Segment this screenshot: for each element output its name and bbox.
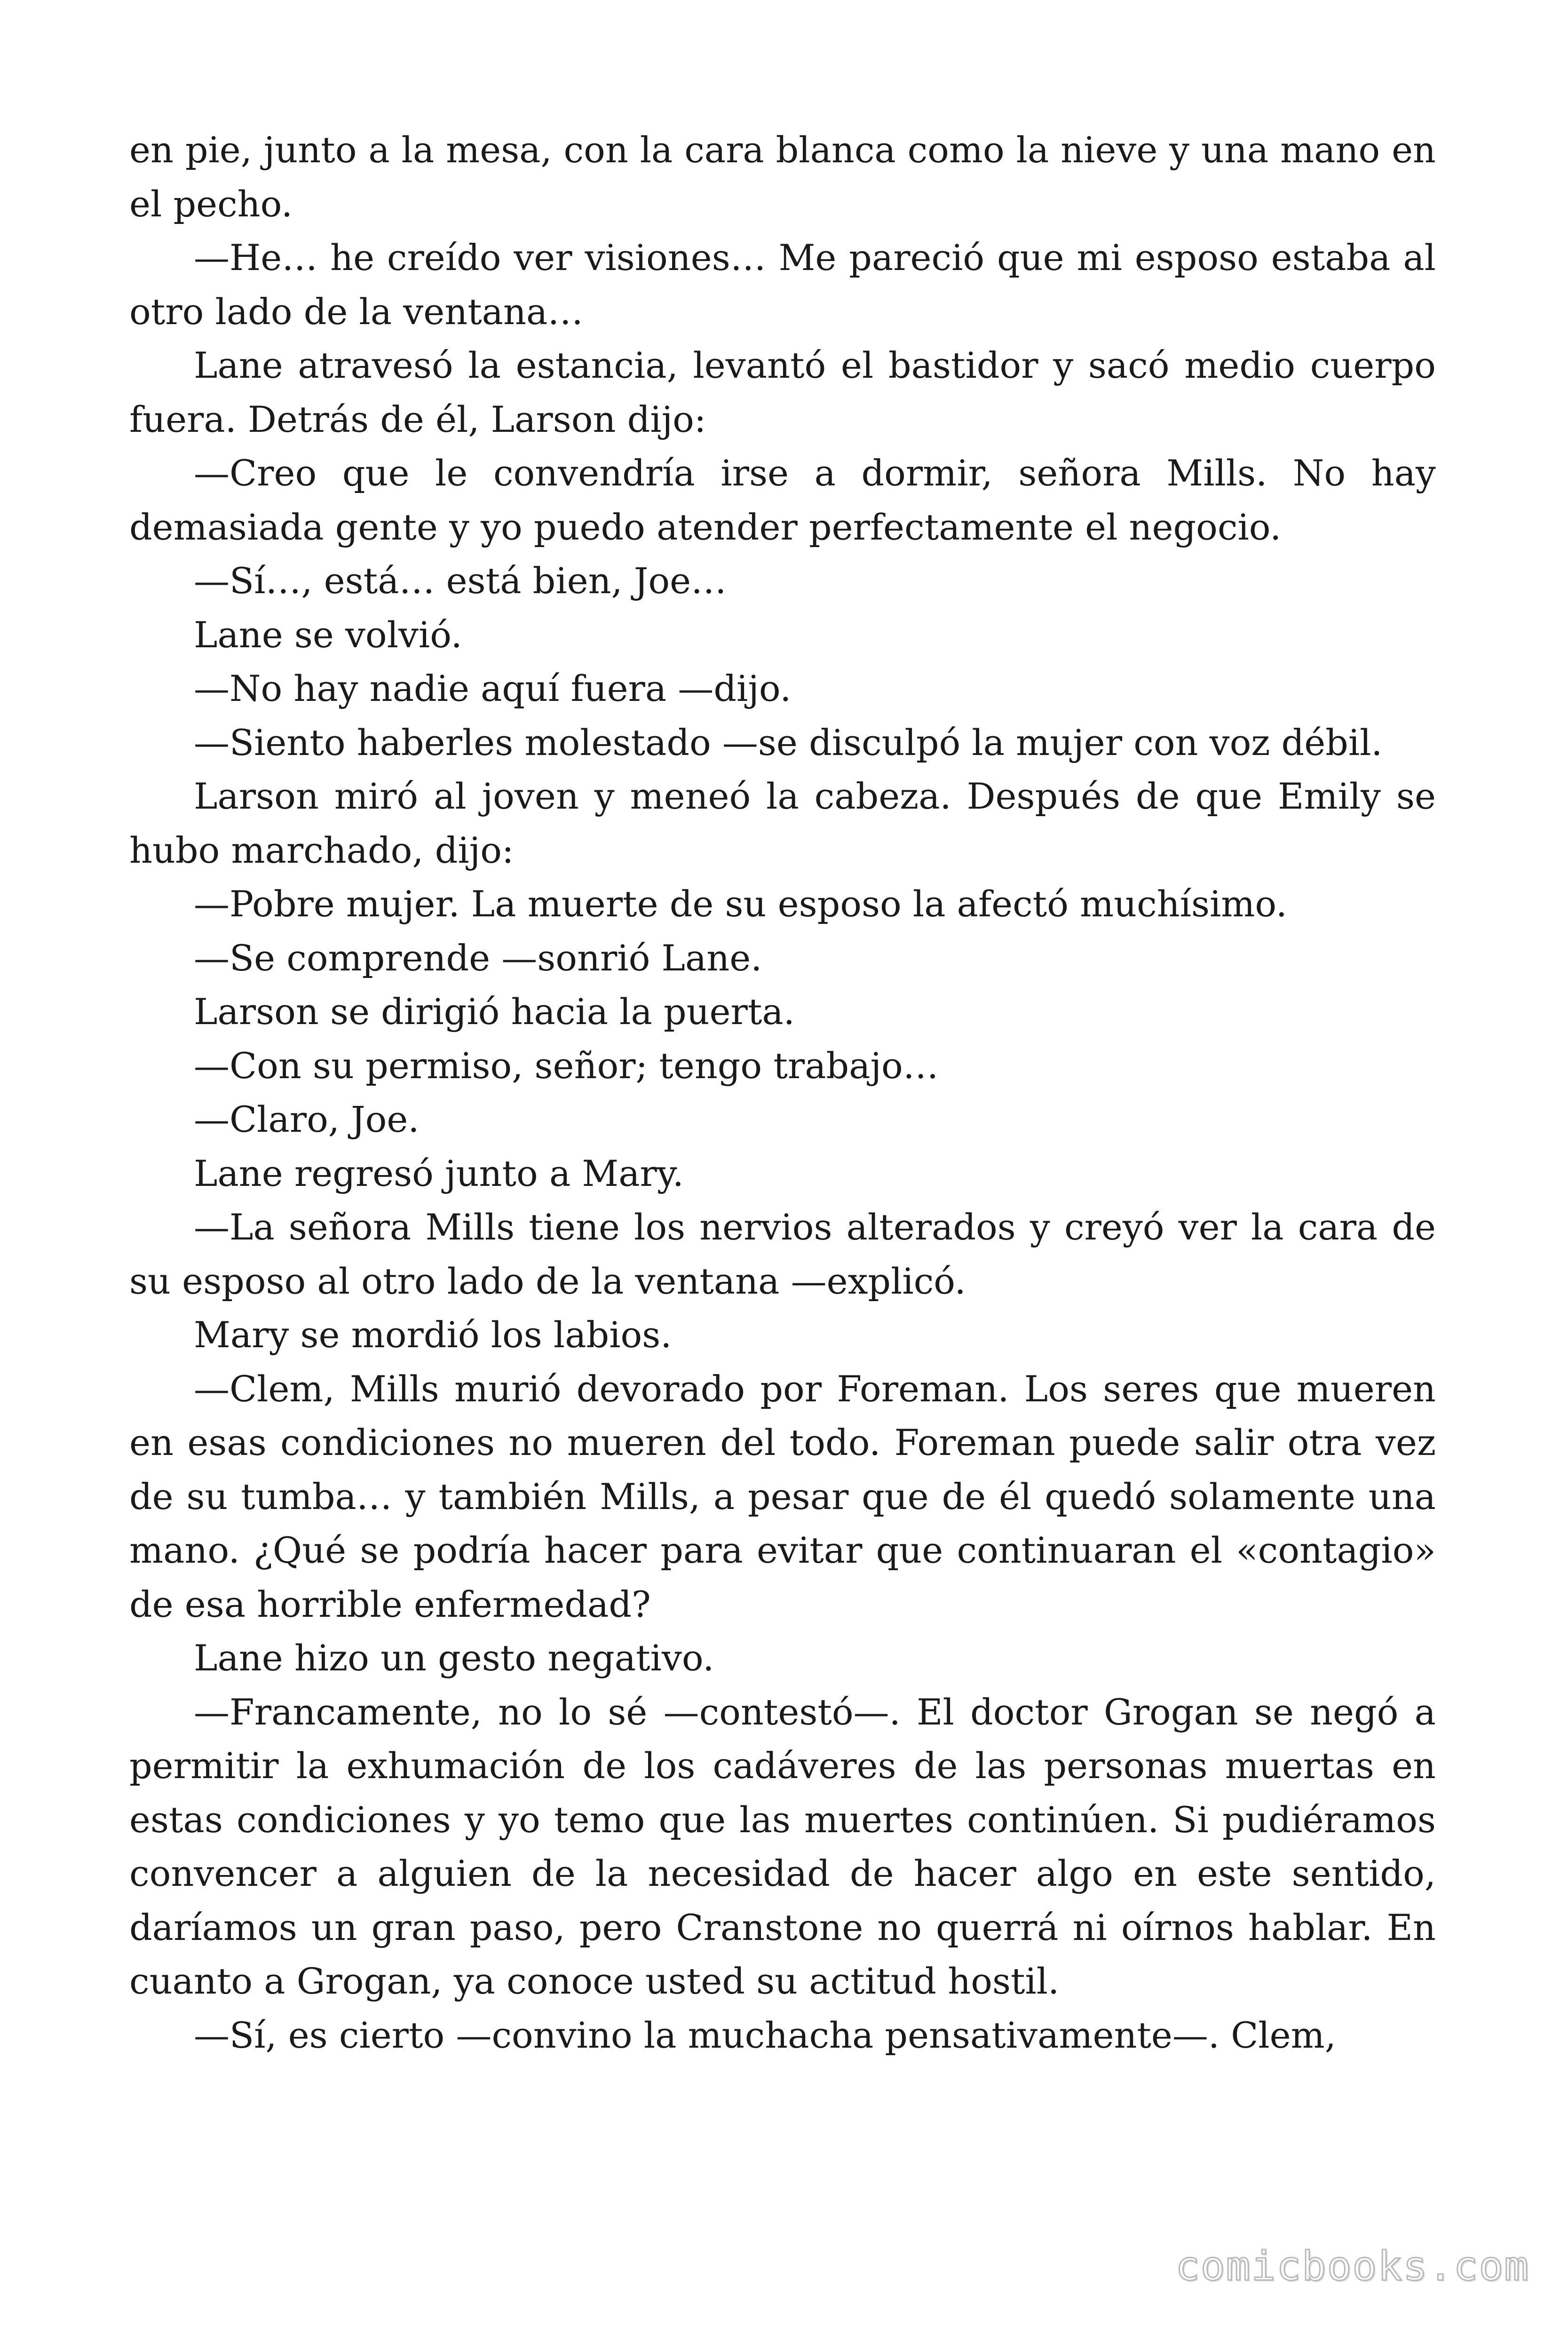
paragraph: —Siento haberles molestado —se disculpó la mujer con voz débil.	[194, 721, 1383, 763]
page-body	[129, 123, 1436, 2062]
paragraph: Lane hizo un gesto negativo.	[194, 1637, 714, 1679]
paragraph: —Con su permiso, señor; tengo trabajo…	[194, 1044, 939, 1087]
paragraph: —He… he creído ver visiones… Me pareció que mi esposo estaba al otro lado de la ventana…	[129, 237, 1436, 333]
paragraph: —Sí, es cierto —convino la muchacha pensativamente—. Clem,	[194, 2014, 1336, 2056]
paragraph: —Claro, Joe.	[194, 1098, 420, 1140]
paragraph: Mary se mordió los labios.	[194, 1314, 672, 1356]
paragraph: Lane regresó junto a Mary.	[194, 1152, 684, 1194]
paragraph: Larson miró al joven y meneó la cabeza. Después de que Emily se hubo marchado, dijo:	[129, 775, 1436, 871]
paragraph: —Clem, Mills murió devorado por Foreman. Los seres que mueren en esas condiciones no mueren del todo. Foreman puede salir otra vez de su tumba… y también Mills, a pesar que de él quedó solamente una mano. ¿Qué se podría hacer para evitar que continuaran el «contagio» de esa horrible enfermedad?	[129, 1367, 1436, 1625]
watermark: comicbooks.com	[1175, 2243, 1529, 2290]
paragraph: —Pobre mujer. La muerte de su esposo la afectó muchísimo.	[194, 883, 1287, 925]
paragraph: —La señora Mills tiene los nervios alterados y creyó ver la cara de su esposo al otro lado de la ventana —explicó.	[129, 1206, 1436, 1302]
paragraph: Lane se volvió.	[194, 613, 462, 656]
paragraph: en pie, junto a la mesa, con la cara blanca como la nieve y una mano en el pecho.	[129, 129, 1436, 225]
paragraph: —Francamente, no lo sé —contestó—. El doctor Grogan se negó a permitir la exhumación de los cadáveres de las personas muertas en estas condiciones y yo temo que las muertes continúen. Si pudiéramos convencer a alguien de la necesidad de hacer algo en este sentido, daríamos un gran paso, pero Cranstone no querrá ni oírnos hablar. En cuanto a Grogan, ya conoce usted su actitud hostil.	[129, 1691, 1436, 2002]
paragraph: —No hay nadie aquí fuera —dijo.	[194, 667, 792, 709]
paragraph: Lane atravesó la estancia, levantó el bastidor y sacó medio cuerpo fuera. Detrás de él, Larson dijo:	[129, 344, 1436, 440]
paragraph: Larson se dirigió hacia la puerta.	[194, 991, 795, 1033]
paragraph: —Creo que le convendría irse a dormir, señora Mills. No hay demasiada gente y yo puedo atender perfectamente el negocio.	[129, 452, 1436, 548]
paragraph: —Sí…, está… está bien, Joe…	[194, 560, 727, 602]
paragraph: —Se comprende —sonrió Lane.	[194, 937, 762, 979]
